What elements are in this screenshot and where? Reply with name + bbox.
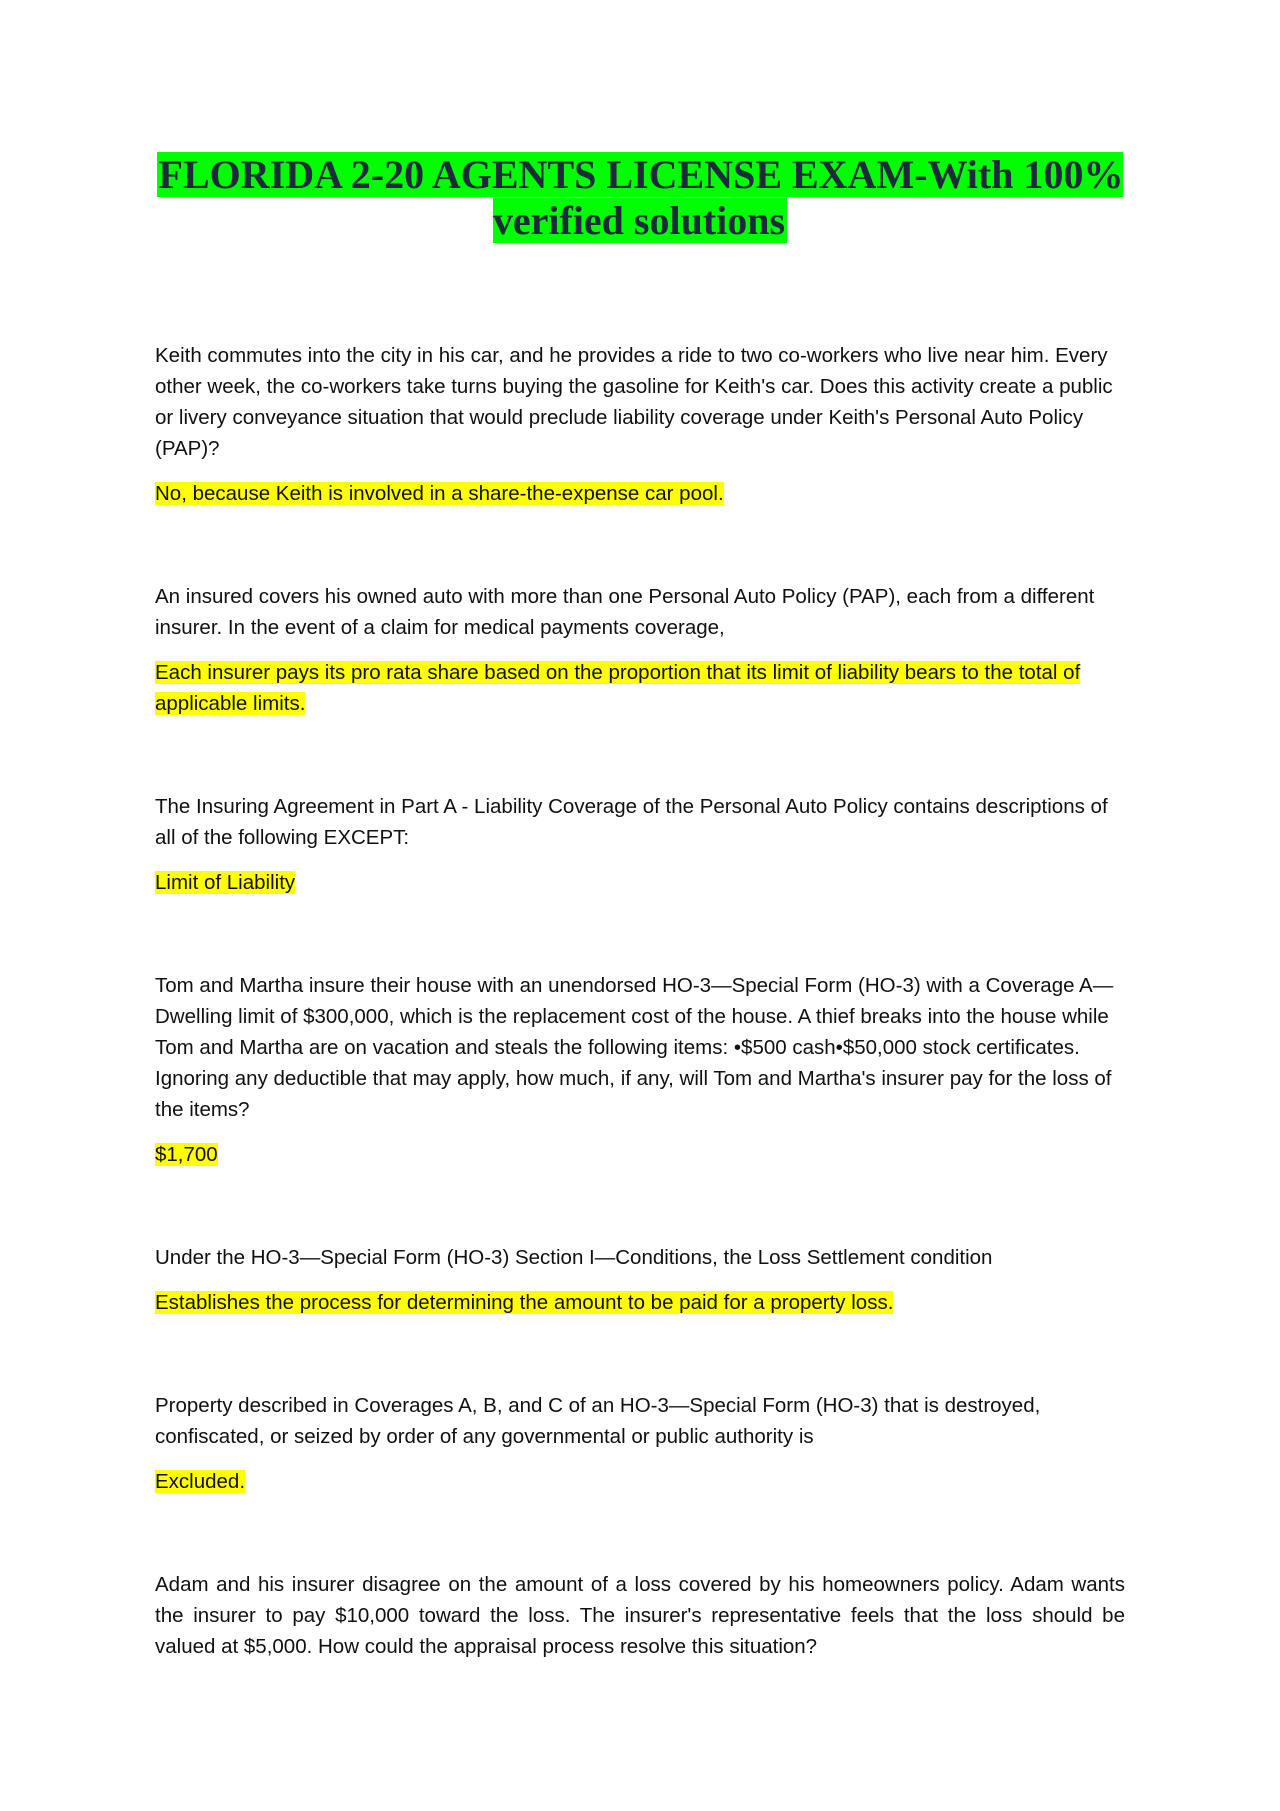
- qa-item: [155, 340, 1125, 509]
- answer-highlight: No, because Keith is involved in a share-the-expense car pool.: [155, 482, 724, 505]
- qa-item: [155, 1569, 1125, 1662]
- qa-item: [155, 970, 1125, 1170]
- answer-text: [155, 1287, 1125, 1318]
- question-text: Under the HO-3—Special Form (HO-3) Section I—Conditions, the Loss Settlement condition: [155, 1246, 993, 1269]
- qa-item: [155, 791, 1125, 898]
- answer-text: [155, 867, 1125, 898]
- answer-highlight: Each insurer pays its pro rata share based on the proportion that its limit of liability bears to the total of applicable limits.: [155, 661, 1081, 715]
- question-text: An insured covers his owned auto with more than one Personal Auto Policy (PAP), each from a different insurer. In the event of a claim for medical payments coverage,: [155, 585, 1095, 639]
- question-text: Property described in Coverages A, B, and C of an HO-3—Special Form (HO-3) that is destroyed, confiscated, or seized by order of any governmental or public authority is: [155, 1394, 1041, 1448]
- title-highlight: FLORIDA 2-20 AGENTS LICENSE EXAM-With 100% verified solutions: [158, 152, 1124, 243]
- qa-list: [155, 340, 1125, 1734]
- qa-item: [155, 581, 1125, 719]
- question-text: Tom and Martha insure their house with an unendorsed HO-3—Special Form (HO-3) with a Coverage A—Dwelling limit of $300,000, which is the replacement cost of the house. A thief breaks into the house while Tom and Martha are on vacation and steals the following items: •$500 cash•$50,000 stock certificates. Ignoring any deductible that may apply, how much, if any, will Tom and Martha's insurer pay for the loss of the items?: [155, 974, 1114, 1121]
- answer-text: [155, 1139, 1125, 1170]
- qa-item: [155, 1390, 1125, 1497]
- answer-text: [155, 478, 1125, 509]
- question-text: Adam and his insurer disagree on the amount of a loss covered by his homeowners policy. Adam wants the insurer to pay $10,000 toward the loss. The insurer's representative feels that the loss should be valued at $5,000. How could the appraisal process resolve this situation?: [155, 1573, 1125, 1658]
- document-title: [130, 152, 1150, 244]
- qa-item: [155, 1242, 1125, 1318]
- answer-highlight: Establishes the process for determining the amount to be paid for a property loss.: [155, 1291, 894, 1314]
- answer-highlight: Excluded.: [155, 1470, 246, 1493]
- answer-highlight: $1,700: [155, 1143, 218, 1166]
- answer-text: [155, 657, 1125, 719]
- question-text: Keith commutes into the city in his car, and he provides a ride to two co-workers who live near him. Every other week, the co-workers take turns buying the gasoline for Keith's car. Does this activity create a public or livery conveyance situation that would preclude liability coverage under Keith's Personal Auto Policy (PAP)?: [155, 344, 1113, 460]
- question-text: The Insuring Agreement in Part A - Liability Coverage of the Personal Auto Policy contains descriptions of all of the following EXCEPT:: [155, 795, 1108, 849]
- answer-text: [155, 1466, 1125, 1497]
- answer-highlight: Limit of Liability: [155, 871, 296, 894]
